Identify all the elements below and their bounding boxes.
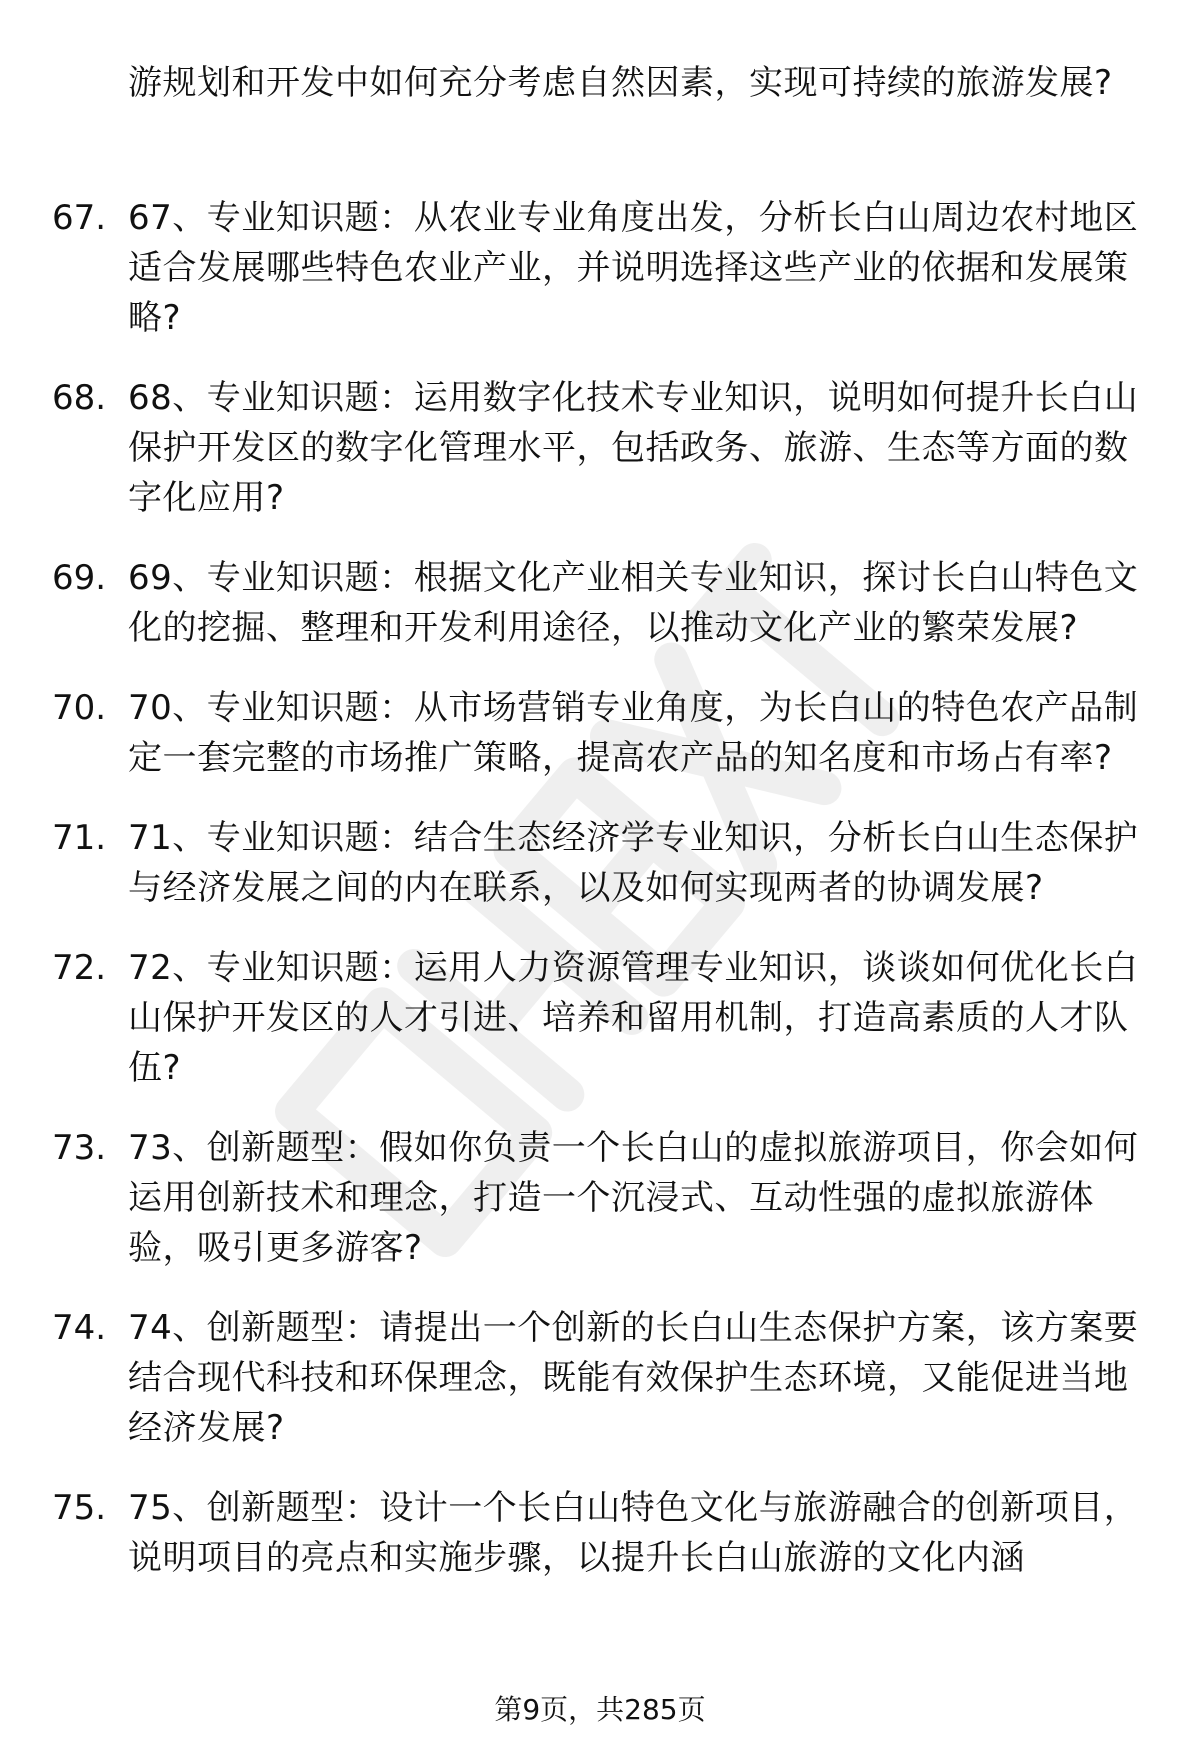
question-number: 73. bbox=[52, 1128, 107, 1168]
question-text: 71、专业知识题：结合生态经济学专业知识，分析长白山生态保护与经济发展之间的内在联系，以及如何实现两者的协调发展? bbox=[128, 818, 1139, 908]
question-number: 74. bbox=[52, 1308, 107, 1348]
question-text: 68、专业知识题：运用数字化技术专业知识，说明如何提升长白山保护开发区的数字化管理水平，包括政务、旅游、生态等方面的数字化应用? bbox=[128, 378, 1139, 518]
page-footer: 第9页，共285页 bbox=[494, 1693, 706, 1726]
list-item bbox=[0, 1303, 1200, 1453]
question-text: 73、创新题型：假如你负责一个长白山的虚拟旅游项目，你会如何运用创新技术和理念，打造一个沉浸式、互动性强的虚拟旅游体验，吸引更多游客? bbox=[128, 1128, 1139, 1268]
list-item bbox=[0, 683, 1200, 783]
list-item bbox=[0, 813, 1200, 913]
question-number: 71. bbox=[52, 818, 107, 858]
question-text: 75、创新题型：设计一个长白山特色文化与旅游融合的创新项目，说明项目的亮点和实施步骤，以提升长白山旅游的文化内涵 bbox=[128, 1488, 1139, 1578]
question-number: 69. bbox=[52, 558, 107, 598]
continuation-paragraph: 游规划和开发中如何充分考虑自然因素，实现可持续的旅游发展? bbox=[128, 63, 1113, 103]
list-item bbox=[0, 1483, 1200, 1583]
question-number: 75. bbox=[52, 1488, 107, 1528]
question-text: 72、专业知识题：运用人力资源管理专业知识，谈谈如何优化长白山保护开发区的人才引进、培养和留用机制，打造高素质的人才队伍? bbox=[128, 948, 1139, 1088]
list-item bbox=[0, 553, 1200, 653]
question-text: 69、专业知识题：根据文化产业相关专业知识，探讨长白山特色文化的挖掘、整理和开发利用途径，以推动文化产业的繁荣发展? bbox=[128, 558, 1139, 648]
question-number: 67. bbox=[52, 198, 107, 238]
question-number: 68. bbox=[52, 378, 107, 418]
list-item bbox=[0, 943, 1200, 1093]
question-list bbox=[0, 193, 1200, 1613]
list-item bbox=[0, 193, 1200, 343]
question-text: 70、专业知识题：从市场营销专业角度，为长白山的特色农产品制定一套完整的市场推广策略，提高农产品的知名度和市场占有率? bbox=[128, 688, 1139, 778]
question-number: 70. bbox=[52, 688, 107, 728]
list-item bbox=[0, 373, 1200, 523]
question-text: 67、专业知识题：从农业专业角度出发，分析长白山周边农村地区适合发展哪些特色农业产业，并说明选择这些产业的依据和发展策略? bbox=[128, 198, 1139, 338]
question-number: 72. bbox=[52, 948, 107, 988]
question-text: 74、创新题型：请提出一个创新的长白山生态保护方案，该方案要结合现代科技和环保理念，既能有效保护生态环境，又能促进当地经济发展? bbox=[128, 1308, 1139, 1448]
list-item bbox=[0, 1123, 1200, 1273]
